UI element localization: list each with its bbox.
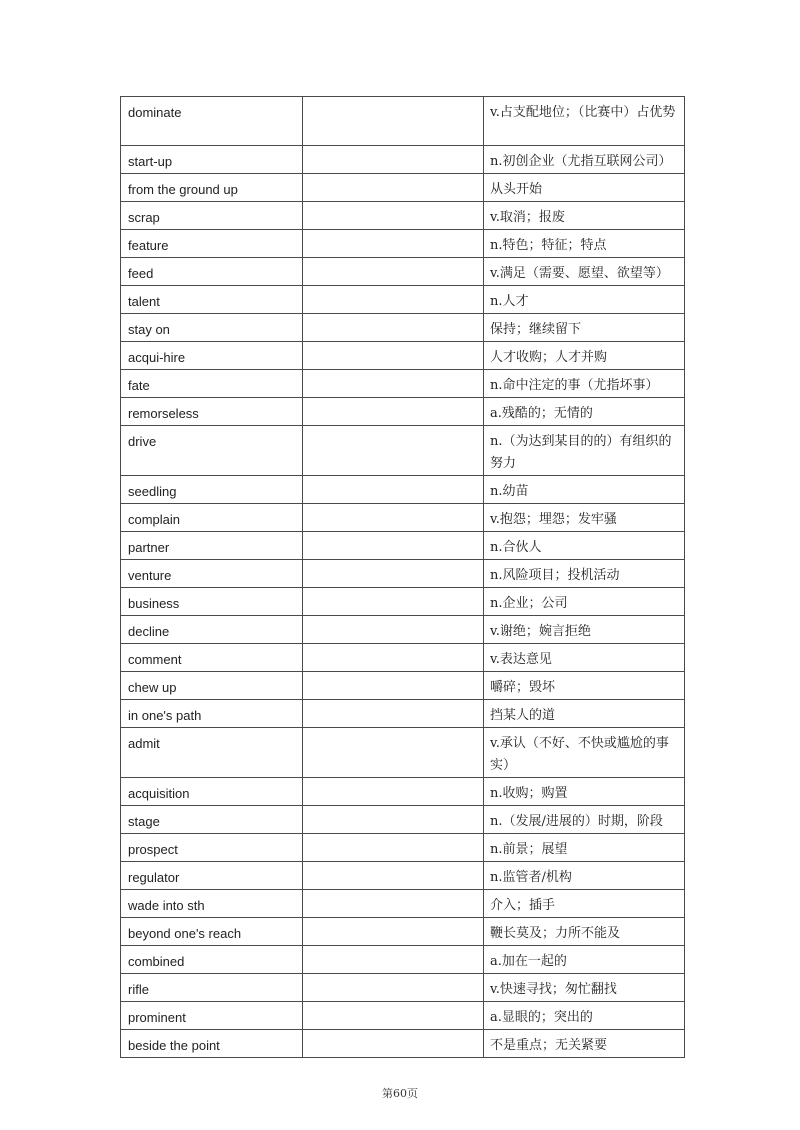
blank-cell [303, 532, 484, 560]
table-row [121, 174, 685, 202]
word-cell: in one's path [121, 700, 303, 728]
meaning-cell: n.特色；特征；特点 [484, 230, 685, 258]
table-row [121, 560, 685, 588]
word-cell: talent [121, 286, 303, 314]
word-cell: beside the point [121, 1030, 303, 1058]
meaning-cell: v.取消；报废 [484, 202, 685, 230]
table-row [121, 616, 685, 644]
meaning-cell: n.前景；展望 [484, 834, 685, 862]
word-cell: remorseless [121, 398, 303, 426]
meaning-cell: v.满足（需要、愿望、欲望等） [484, 258, 685, 286]
blank-cell [303, 1002, 484, 1030]
meaning-cell: a.残酷的；无情的 [484, 398, 685, 426]
table-row [121, 286, 685, 314]
word-cell: beyond one's reach [121, 918, 303, 946]
blank-cell [303, 728, 484, 778]
blank-cell [303, 230, 484, 258]
table-row [121, 672, 685, 700]
meaning-cell: v.谢绝；婉言拒绝 [484, 616, 685, 644]
table-row [121, 426, 685, 476]
meaning-cell: v.抱怨；埋怨；发牢骚 [484, 504, 685, 532]
blank-cell [303, 286, 484, 314]
blank-cell [303, 504, 484, 532]
table-row [121, 398, 685, 426]
meaning-cell: n.（发展/进展的）时期，阶段 [484, 806, 685, 834]
meaning-cell: 介入；插手 [484, 890, 685, 918]
blank-cell [303, 834, 484, 862]
blank-cell [303, 616, 484, 644]
word-cell: combined [121, 946, 303, 974]
table-row [121, 1030, 685, 1058]
table-row [121, 1002, 685, 1030]
meaning-cell: n.（为达到某目的的）有组织的努力 [484, 426, 685, 476]
word-cell: wade into sth [121, 890, 303, 918]
word-cell: scrap [121, 202, 303, 230]
blank-cell [303, 476, 484, 504]
table-row [121, 504, 685, 532]
word-cell: drive [121, 426, 303, 476]
meaning-cell: n.监管者/机构 [484, 862, 685, 890]
blank-cell [303, 258, 484, 286]
meaning-cell: n.初创企业（尤指互联网公司） [484, 146, 685, 174]
blank-cell [303, 644, 484, 672]
table-row [121, 146, 685, 174]
meaning-cell: 挡某人的道 [484, 700, 685, 728]
page-number: 第60页 [382, 1087, 418, 1100]
word-cell: acqui-hire [121, 342, 303, 370]
blank-cell [303, 370, 484, 398]
meaning-cell: v.快速寻找；匆忙翻找 [484, 974, 685, 1002]
meaning-cell: 人才收购；人才并购 [484, 342, 685, 370]
blank-cell [303, 560, 484, 588]
table-row [121, 862, 685, 890]
word-cell: business [121, 588, 303, 616]
word-cell: stage [121, 806, 303, 834]
table-row [121, 890, 685, 918]
meaning-cell: v.占支配地位；（比赛中）占优势 [484, 97, 685, 146]
table-row [121, 370, 685, 398]
blank-cell [303, 174, 484, 202]
vocabulary-table [120, 96, 685, 1058]
table-row [121, 700, 685, 728]
word-cell: admit [121, 728, 303, 778]
word-cell: dominate [121, 97, 303, 146]
table-row [121, 342, 685, 370]
table-row [121, 532, 685, 560]
blank-cell [303, 890, 484, 918]
table-row [121, 202, 685, 230]
table-row [121, 230, 685, 258]
table-row [121, 644, 685, 672]
word-cell: prospect [121, 834, 303, 862]
word-cell: feature [121, 230, 303, 258]
table-row [121, 946, 685, 974]
table-row [121, 314, 685, 342]
table-row [121, 258, 685, 286]
table-row [121, 728, 685, 778]
blank-cell [303, 342, 484, 370]
meaning-cell: n.合伙人 [484, 532, 685, 560]
blank-cell [303, 918, 484, 946]
blank-cell [303, 1030, 484, 1058]
blank-cell [303, 426, 484, 476]
meaning-cell: n.风险项目；投机活动 [484, 560, 685, 588]
word-cell: chew up [121, 672, 303, 700]
word-cell: regulator [121, 862, 303, 890]
word-cell: prominent [121, 1002, 303, 1030]
table-row [121, 834, 685, 862]
blank-cell [303, 202, 484, 230]
meaning-cell: 嚼碎；毁坏 [484, 672, 685, 700]
word-cell: partner [121, 532, 303, 560]
blank-cell [303, 862, 484, 890]
meaning-cell: 不是重点；无关紧要 [484, 1030, 685, 1058]
table-row [121, 97, 685, 146]
blank-cell [303, 588, 484, 616]
meaning-cell: a.加在一起的 [484, 946, 685, 974]
blank-cell [303, 146, 484, 174]
table-row [121, 778, 685, 806]
blank-cell [303, 806, 484, 834]
table-row [121, 806, 685, 834]
meaning-cell: n.人才 [484, 286, 685, 314]
word-cell: acquisition [121, 778, 303, 806]
meaning-cell: n.企业；公司 [484, 588, 685, 616]
table-row [121, 974, 685, 1002]
word-cell: seedling [121, 476, 303, 504]
blank-cell [303, 97, 484, 146]
table-row [121, 918, 685, 946]
meaning-cell: n.收购；购置 [484, 778, 685, 806]
blank-cell [303, 946, 484, 974]
word-cell: stay on [121, 314, 303, 342]
table-row [121, 476, 685, 504]
meaning-cell: 从头开始 [484, 174, 685, 202]
blank-cell [303, 974, 484, 1002]
word-cell: feed [121, 258, 303, 286]
blank-cell [303, 672, 484, 700]
meaning-cell: n.幼苗 [484, 476, 685, 504]
word-cell: venture [121, 560, 303, 588]
word-cell: comment [121, 644, 303, 672]
meaning-cell: 保持；继续留下 [484, 314, 685, 342]
blank-cell [303, 314, 484, 342]
blank-cell [303, 398, 484, 426]
word-cell: fate [121, 370, 303, 398]
word-cell: complain [121, 504, 303, 532]
meaning-cell: v.承认（不好、不快或尴尬的事实） [484, 728, 685, 778]
word-cell: start-up [121, 146, 303, 174]
word-cell: from the ground up [121, 174, 303, 202]
vocabulary-table-body [121, 97, 685, 1058]
meaning-cell: a.显眼的；突出的 [484, 1002, 685, 1030]
meaning-cell: n.命中注定的事（尤指坏事） [484, 370, 685, 398]
meaning-cell: v.表达意见 [484, 644, 685, 672]
blank-cell [303, 778, 484, 806]
meaning-cell: 鞭长莫及；力所不能及 [484, 918, 685, 946]
word-cell: rifle [121, 974, 303, 1002]
word-cell: decline [121, 616, 303, 644]
table-row [121, 588, 685, 616]
blank-cell [303, 700, 484, 728]
